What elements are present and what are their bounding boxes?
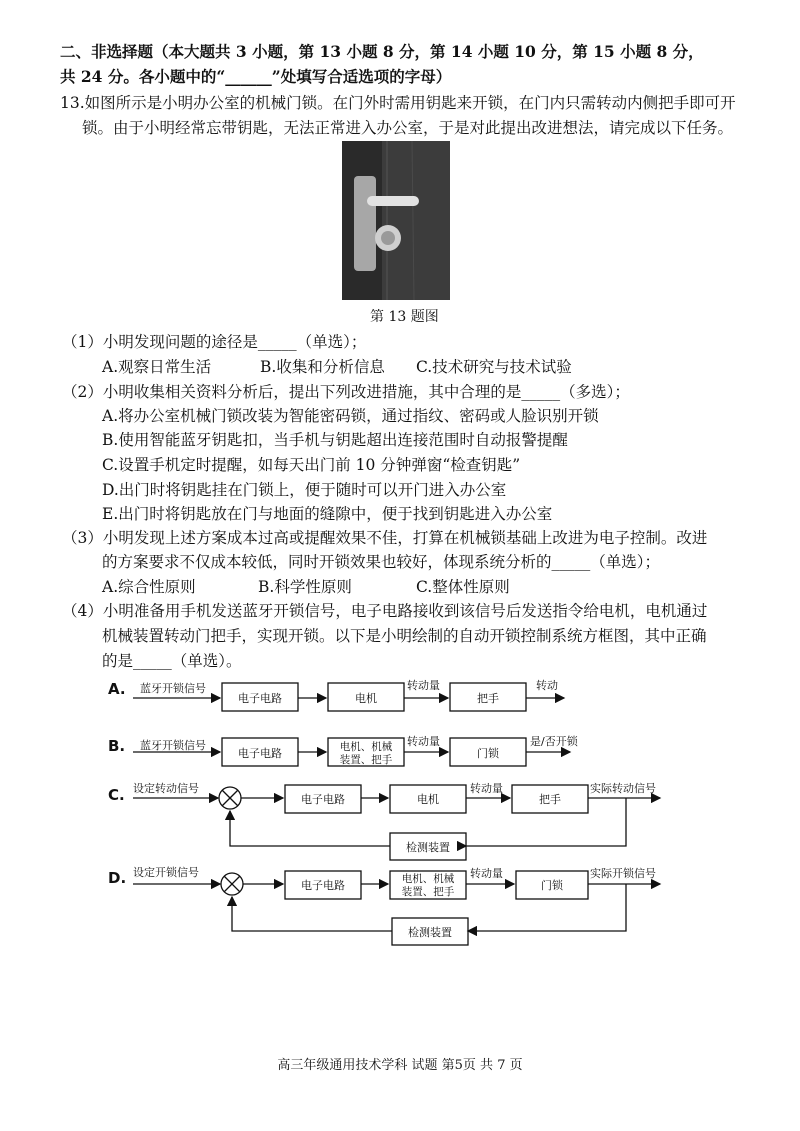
diagram-c-letter: C.: [108, 786, 125, 804]
diagram-d-block-circuit-text: 电子电路: [301, 879, 345, 892]
diagram-d-letter: D.: [108, 869, 127, 887]
sub2-option-c: C.设置手机定时提醒，如每天出门前 10 分钟弹窗“检查钥匙”: [102, 456, 521, 474]
sub2-option-b: B.使用智能蓝牙钥匙扣，当手机与钥匙超出连接范围时自动报警提醒: [102, 431, 568, 449]
sub2-option-a: A.将办公室机械门锁改装为智能密码锁，通过指纹、密码或人脸识别开锁: [102, 407, 599, 425]
diagram-c-block-sensor-text: 检测装置: [406, 841, 450, 854]
diagram-b-output-label: 是/否开锁: [530, 735, 578, 748]
diagram-c-block-handle-text: 把手: [539, 793, 561, 806]
sub4-stem-line1: （4）小明准备用手机发送蓝牙开锁信号，电子电路接收到该信号后发送指令给电机，电机通过: [62, 602, 708, 620]
sub3-option-c: C.整体性原则: [416, 578, 510, 596]
diagram-a-input-label: 蓝牙开锁信号: [140, 682, 206, 695]
diagram-c-output-label: 实际转动信号: [590, 782, 656, 795]
section-header-line2: 共 24 分。各小题中的“______”处填写合适选项的字母）: [60, 67, 452, 86]
sub2-stem: （2）小明收集相关资料分析后，提出下列改进措施，其中合理的是_____（多选）；: [62, 383, 630, 401]
sub1-option-b: B.收集和分析信息: [260, 358, 385, 376]
diagram-d-block-lock-text: 门锁: [541, 879, 563, 892]
diagram-b-block-lock-text: 门锁: [477, 747, 499, 760]
sub1-option-c: C.技术研究与技术试验: [416, 358, 572, 376]
diagram-a: [108, 678, 564, 711]
diagram-a-letter: A.: [108, 680, 126, 698]
sub1-stem: （1）小明发现问题的途径是_____（单选）；: [62, 333, 367, 351]
sub2-option-d: D.出门时将钥匙挂在门锁上，便于随时可以开门进入办公室: [102, 481, 507, 499]
diagram-d-block-motor-text2: 装置、把手: [401, 886, 455, 898]
diagram-b-block-motor-text1: 电机、机械: [339, 741, 393, 753]
diagram-b: [108, 734, 579, 766]
sub4-stem-line3: 的是_____（单选）。: [102, 652, 242, 670]
diagram-d-output-label: 实际开锁信号: [590, 867, 656, 880]
q13-stem-line2: 锁。由于小明经常忘带钥匙，无法正常进入办公室，于是对此提出改进想法，请完成以下任务。: [82, 119, 734, 137]
sub3-stem-line2: 的方案要求不仅成本较低，同时开锁效果也较好，体现系统分析的_____（单选）；: [102, 553, 661, 571]
figure-caption: 第 13 题图: [370, 309, 439, 325]
diagram-d-input-label: 设定开锁信号: [133, 866, 199, 879]
sub4-stem-line2: 机械装置转动门把手，实现开锁。以下是小明绘制的自动开锁控制系统方框图，其中正确: [102, 627, 707, 645]
sub3-stem-line1: （3）小明发现上述方案成本过高或提醒效果不佳，打算在机械锁基础上改进为电子控制。改进: [62, 529, 708, 547]
diagram-c-block-circuit-text: 电子电路: [301, 793, 345, 806]
q13-stem-line1: 13.如图所示是小明办公室的机械门锁。在门外时需用钥匙来开锁，在门内只需转动内侧把手即可开: [60, 94, 736, 112]
sub3-option-b: B.科学性原则: [258, 578, 352, 596]
diagram-b-block-circuit-text: 电子电路: [238, 747, 282, 760]
diagram-b-letter: B.: [108, 737, 126, 755]
diagram-d-block-sensor-text: 检测装置: [408, 926, 452, 939]
section-header-line1: 二、非选择题（本大题共 3 小题，第 13 小题 8 分，第 14 小题 10 分，第 15 小题 8 分，: [60, 42, 704, 61]
page-footer: 高三年级通用技术学科 试题 第5页 共 7 页: [277, 1058, 523, 1073]
diagram-d: [108, 865, 660, 945]
diagram-a-block-circuit-text: 电子电路: [238, 692, 282, 705]
diagram-a-output-label: 转动: [536, 679, 558, 692]
diagram-d-block-motor-text1: 电机、机械: [401, 873, 455, 885]
sub2-option-e: E.出门时将钥匙放在门与地面的缝隙中，便于找到钥匙进入办公室: [102, 505, 553, 523]
diagram-c-block-motor-text: 电机: [417, 793, 439, 806]
diagram-a-mid-label: 转动量: [407, 679, 440, 692]
diagram-c: [108, 781, 660, 860]
diagram-b-block-motor-text2: 装置、把手: [339, 754, 393, 766]
diagram-d-mid-label: 转动量: [470, 867, 503, 880]
diagram-a-block-handle-text: 把手: [477, 692, 499, 705]
sub1-option-a: A.观察日常生活: [102, 358, 212, 376]
diagram-b-input-label: 蓝牙开锁信号: [140, 739, 206, 752]
diagram-b-mid-label: 转动量: [407, 735, 440, 748]
diagram-c-input-label: 设定转动信号: [133, 782, 199, 795]
sub3-option-a: A.综合性原则: [102, 578, 196, 596]
diagram-c-mid-label: 转动量: [470, 782, 503, 795]
diagram-a-block-motor-text: 电机: [355, 692, 377, 705]
